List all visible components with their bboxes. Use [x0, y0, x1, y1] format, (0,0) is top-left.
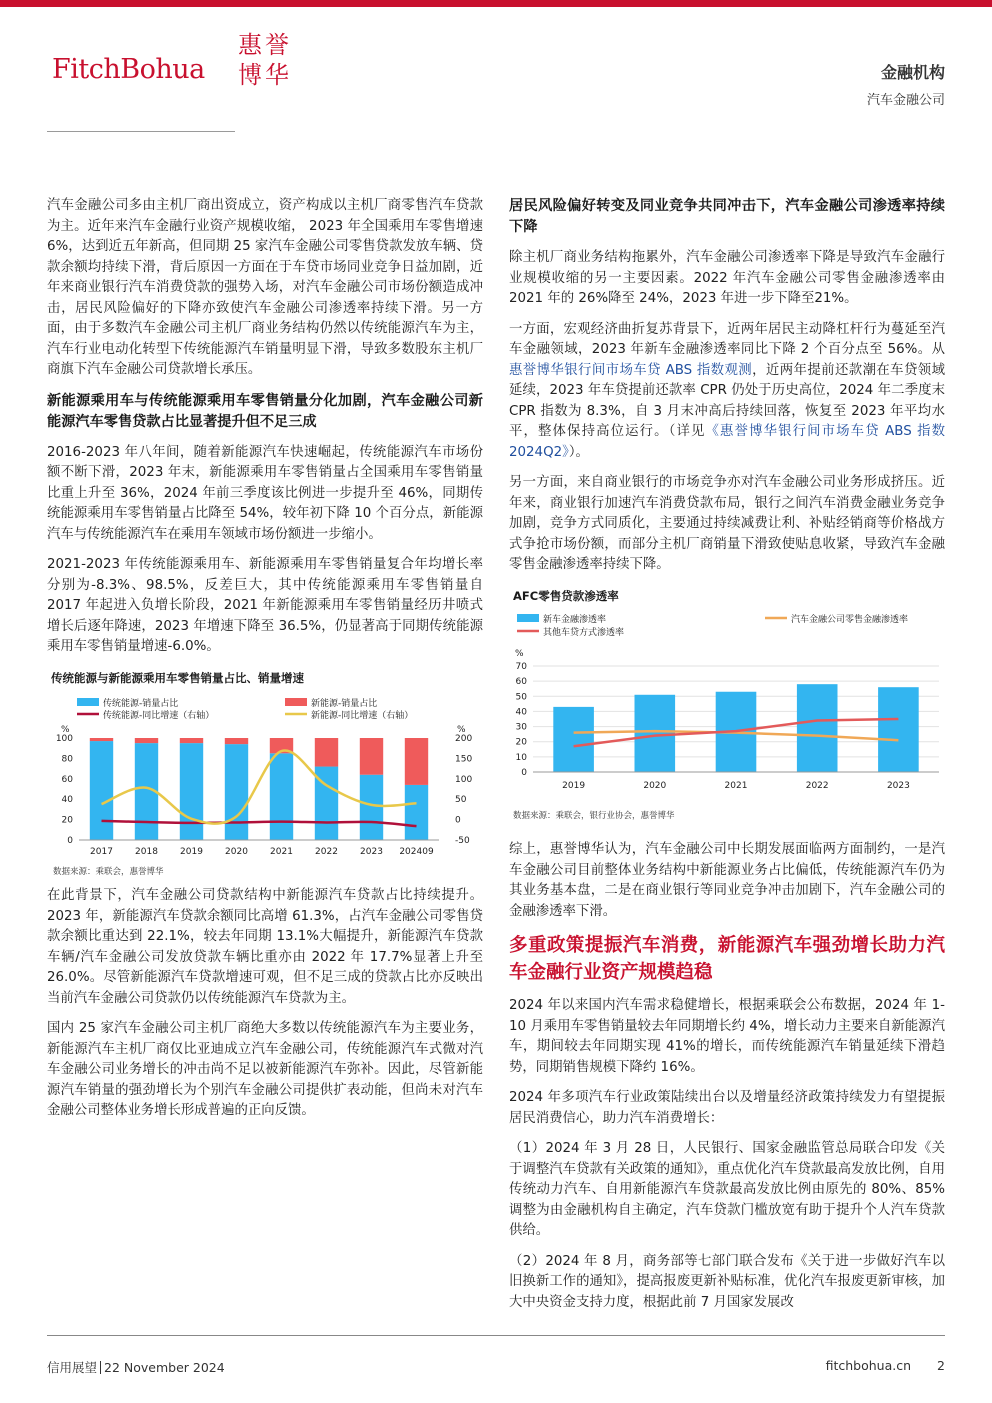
paragraph: 国内 25 家汽车金融公司主机厂商绝大多数以传统能源汽车为主要业务，新能源汽车主机厂商仅比亚迪成立汽车金融公司，传统能源汽车式微对汽车金融公司业务增长的冲击尚不足以被新能源汽车弥补。因此，尽管新能源汽车销量的强劲增长为个别汽车金融公司提供扩表动能，但尚未对汽车金融公司整体业务增长形成普遍的正向反馈。	[47, 1021, 483, 1118]
footer-divider	[47, 1335, 945, 1336]
x-tick-label: 2021	[724, 781, 748, 791]
y-axis-unit: %	[515, 649, 524, 659]
x-tick-label: 2023	[360, 847, 383, 857]
footer-date: 22 November 2024	[104, 1360, 225, 1375]
x-tick-label: 2021	[270, 847, 293, 857]
footer-website[interactable]: fitchbohua.cn	[825, 1358, 912, 1373]
right-tick-label: 200	[455, 734, 473, 744]
bar-nev-share	[225, 738, 248, 744]
chart-afc-penetration	[509, 586, 945, 827]
top-accent-bar	[0, 0, 992, 7]
bar-new-car-penetration	[797, 684, 838, 772]
left-column	[47, 196, 483, 1132]
section-title: 金融机构	[880, 63, 945, 82]
paragraph-text: 一方面，宏观经济曲折复苏背景下，近两年居民主动降杠杆行为蔓延至汽车金融领域，2023 年新车金融渗透率同比下降 2 个百分点至 56%。从	[509, 321, 945, 357]
chart-source: 数据来源：乘联会，银行业协会，惠誉博华	[513, 810, 675, 821]
page-number: 2	[937, 1358, 945, 1373]
right-column	[509, 196, 945, 1323]
y-tick-label: 40	[515, 707, 527, 718]
footer-report: 信用展望	[47, 1360, 98, 1375]
section-heading: 新能源乘用车与传统能源乘用车零售销量分化加剧，汽车金融公司新能源汽车零售贷款占比显著提升但不足三成	[47, 392, 483, 430]
bar-ice-share	[270, 753, 293, 840]
abs-index-link[interactable]: 惠誉博华银行间市场车贷 ABS 指数观测	[509, 362, 753, 378]
bar-new-car-penetration	[635, 695, 676, 772]
right-tick-label: 150	[455, 754, 473, 765]
bar-ice-share	[405, 785, 428, 840]
main-heading: 多重政策提振汽车消费，新能源汽车强劲增长助力汽车金融行业资产规模趋稳	[509, 935, 945, 983]
paragraph: 2016-2023 年八年间，随着新能源汽车快速崛起，传统能源汽车市场份额不断下滑，2023 年末，新能源乘用车零售销量占全国乘用车零售销量比重上升至 36%，2024 年前三季度该比例进一步提升至 46%，同期传统能源乘用车零售销量占比降至 54%，较年初下降 10 个百分点，新能源汽车与传统能源汽车在乘用车领域市场份额进一步缩小。	[47, 444, 483, 542]
paragraph: （2）2024 年 8 月，商务部等七部门联合发布《关于进一步做好汽车以旧换新工作的通知》，提高报废更新补贴标准，优化汽车报废更新审核，加大中央资金支持力度，根据此前 7 月国家发展改	[509, 1253, 945, 1310]
footer-left	[47, 1358, 225, 1376]
legend-swatch	[285, 698, 307, 706]
x-tick-label: 202409	[399, 847, 434, 857]
legend-label: 新能源-销量占比	[311, 699, 378, 709]
paragraph: 综上，惠誉博华认为，汽车金融公司中长期发展面临两方面制约，一是汽车金融公司目前整体业务结构中新能源业务占比偏低，传统能源汽车仍为其业务基本盘，二是在商业银行等同业竞争冲击加剧下，汽车金融公司的金融渗透率下滑。	[509, 842, 945, 919]
footer-right	[826, 1358, 945, 1373]
y-tick-label: 10	[515, 752, 527, 763]
y-tick-label: 60	[515, 677, 527, 688]
paragraph: 2024 年多项汽车行业政策陆续出台以及增量经济政策持续发力有望提振居民消费信心，助力汽车消费增长：	[509, 1090, 945, 1126]
bar-nev-share	[405, 738, 428, 785]
section-subtitle: 汽车金融公司	[866, 93, 945, 108]
x-tick-label: 2020	[643, 781, 667, 791]
paragraph: 汽车金融公司多由主机厂商出资成立，资产构成以主机厂商零售汽车贷款为主。近年来汽车金融行业资产规模收缩， 2023 年全国乘用车零售增速 6%，达到近五年新高，但同期 25 家汽车金融公司零售贷款发放车辆、贷款余额均持续下滑，背后原因一方面在于车贷市场同业竞争日益加剧，近年来商业银行汽车消费贷款的强势入场，对汽车金融公司市场份额造成冲击，居民风险偏好的下降亦致使汽车金融公司渗透率持续下滑。另一方面，由于多数汽车金融公司主机厂商业务结构仍然以传统能源汽车为主，汽车行业电动化转型下传统能源汽车销量明显下滑，导致多数股东主机厂商旗下汽车金融公司贷款增长承压。	[47, 198, 483, 377]
bar-new-car-penetration	[553, 707, 594, 772]
paragraph	[509, 320, 945, 464]
x-tick-label: 2022	[315, 847, 338, 857]
legend-swatch	[517, 614, 539, 622]
abs-report-link[interactable]: 《惠誉博华银行间市场车贷 ABS 指数 2024Q2》	[509, 424, 945, 460]
left-tick-label: 100	[55, 734, 73, 744]
x-tick-label: 2020	[225, 847, 248, 857]
logo-wordmark: FitchBohua	[52, 54, 205, 85]
y-tick-label: 20	[515, 737, 527, 748]
bar-new-car-penetration	[878, 687, 919, 772]
paragraph-text: ，近两年提前还款潮在车贷领域延续，2023 年车贷提前还款率 CPR 仍处于历史高位，2024 年二季度末 CPR 指数为 8.3%，自 3 月末冲高后持续回落，恢复至 2023 年平均水平，整体保持高位运行。（详见	[509, 362, 945, 439]
x-tick-label: 2022	[805, 781, 829, 791]
legend-swatch	[77, 698, 99, 706]
legend-label: 传统能源-销量占比	[103, 699, 179, 709]
x-tick-label: 2019	[180, 847, 203, 857]
paragraph: 2024 年以来国内汽车需求稳健增长，根据乘联会公布数据，2024 年 1-10 月乘用车零售销量较去年同期增长约 4%，增长动力主要来自新能源汽车，期间较去年同期实现 41%的增长，而传统能源汽车销量延续下滑趋势，同期销售规模下降约 16%。	[509, 998, 945, 1075]
left-tick-label: 20	[61, 815, 73, 826]
chart-title: 传统能源与新能源乘用车零售销量占比、销量增速	[51, 670, 304, 685]
bar-nev-share	[90, 738, 113, 741]
legend-label: 新能源-同比增速（右轴）	[311, 711, 414, 721]
bar-nev-share	[360, 738, 383, 775]
paragraph: 2021-2023 年传统能源乘用车、新能源乘用车零售销量复合年均增长率分别为-8.3%、98.5%，反差巨大，其中传统能源乘用车零售销量自 2017 年起进入负增长阶段，2021 年新能源乘用车零售销量经历井喷式增长后逐年降速，2023 年增速下降至 36.5%，仍显著高于同期传统能源乘用车零售销量增速-6.0%。	[47, 557, 483, 654]
chart-1-svg	[47, 688, 483, 858]
header-divider	[47, 131, 235, 132]
right-tick-label: -50	[455, 836, 470, 846]
paragraph: 在此背景下，汽车金融公司贷款结构中新能源汽车贷款占比持续提升。2023 年，新能源汽车贷款余额同比高增 61.3%，占汽车金融公司零售贷款余额比重达到 22.1%，较去年同期 13.1%大幅提升，新能源汽车贷款车辆/汽车金融公司发放贷款车辆比重亦由 2022 年 17.7%显著上升至 26.0%。尽管新能源汽车贷款增速可观，但不足三成的贷款占比亦反映出当前汽车金融公司贷款仍以传统能源汽车贷款为主。	[47, 888, 483, 1006]
chart-ice-nev-share	[47, 668, 483, 883]
left-tick-label: 80	[61, 754, 73, 765]
bar-ice-share	[360, 775, 383, 840]
right-tick-label: 0	[455, 815, 461, 826]
legend-label: 其他车贷方式渗透率	[543, 628, 625, 638]
paragraph: 另一方面，来自商业银行的市场竞争亦对汽车金融公司业务形成挤压。近年来，商业银行加速汽车消费贷款布局，银行之间汽车消费金融业务竞争加剧，竞争方式同质化，主要通过持续减费让利、补贴经销商等价格战方式争抢市场份额，而部分主机厂商销量下滑致使贴息收紧，导致汽车金融零售金融渗透率持续下降。	[509, 475, 945, 572]
header-section-label	[867, 60, 945, 108]
section-heading: 居民风险偏好转变及同业竞争共同冲击下，汽车金融公司渗透率持续下降	[509, 198, 945, 235]
left-tick-label: 0	[67, 836, 73, 846]
chart-2-svg	[509, 606, 945, 802]
fitchbohua-logo	[52, 26, 312, 106]
right-tick-label: 50	[455, 795, 467, 806]
y-tick-label: 70	[515, 662, 527, 672]
bar-ice-share	[90, 741, 113, 840]
bar-ice-share	[180, 743, 203, 840]
bar-nev-share	[180, 738, 203, 743]
chart-source: 数据来源：乘联会，惠誉博华	[53, 866, 164, 877]
legend-label: 汽车金融公司零售金融渗透率	[791, 615, 909, 625]
y-tick-label: 30	[515, 722, 527, 733]
left-tick-label: 60	[61, 774, 73, 785]
bar-nev-share	[315, 738, 338, 767]
y-tick-label: 50	[515, 692, 527, 703]
x-tick-label: 2017	[90, 847, 113, 857]
logo-chinese-mark: 惠誉博华	[238, 31, 292, 89]
left-tick-label: 40	[61, 795, 73, 806]
paragraph: 除主机厂商业务结构拖累外，汽车金融公司渗透率下降是导致汽车金融行业规模收缩的另一主要因素。2022 年汽车金融公司零售金融渗透率由 2021 年的 26%降至 24%，2023 年进一步下降至21%。	[509, 250, 945, 306]
x-tick-label: 2018	[135, 847, 158, 857]
legend-label: 新车金融渗透率	[543, 615, 607, 625]
legend-label: 传统能源-同比增速（右轴）	[103, 711, 215, 721]
paragraph: （1）2024 年 3 月 28 日，人民银行、国家金融监管总局联合印发《关于调整汽车贷款有关政策的通知》，重点优化汽车贷款最高发放比例，自用传统动力汽车、自用新能源汽车贷款最高发放比例由原先的 80%、85%调整为由金融机构自主确定，汽车贷款门槛放宽有助于提升个人汽车贷款供给。	[509, 1141, 945, 1238]
right-tick-label: 100	[455, 774, 473, 785]
bar-nev-share	[135, 738, 158, 743]
right-axis-unit: %	[457, 725, 466, 735]
bar-ice-share	[225, 744, 248, 840]
x-tick-label: 2023	[886, 781, 910, 791]
footer-separator	[100, 1361, 101, 1374]
chart-title: AFC零售贷款渗透率	[513, 588, 619, 603]
y-tick-label: 0	[521, 768, 527, 778]
left-axis-unit: %	[61, 725, 70, 735]
paragraph-text: ）。	[568, 444, 589, 460]
x-tick-label: 2019	[562, 781, 586, 791]
